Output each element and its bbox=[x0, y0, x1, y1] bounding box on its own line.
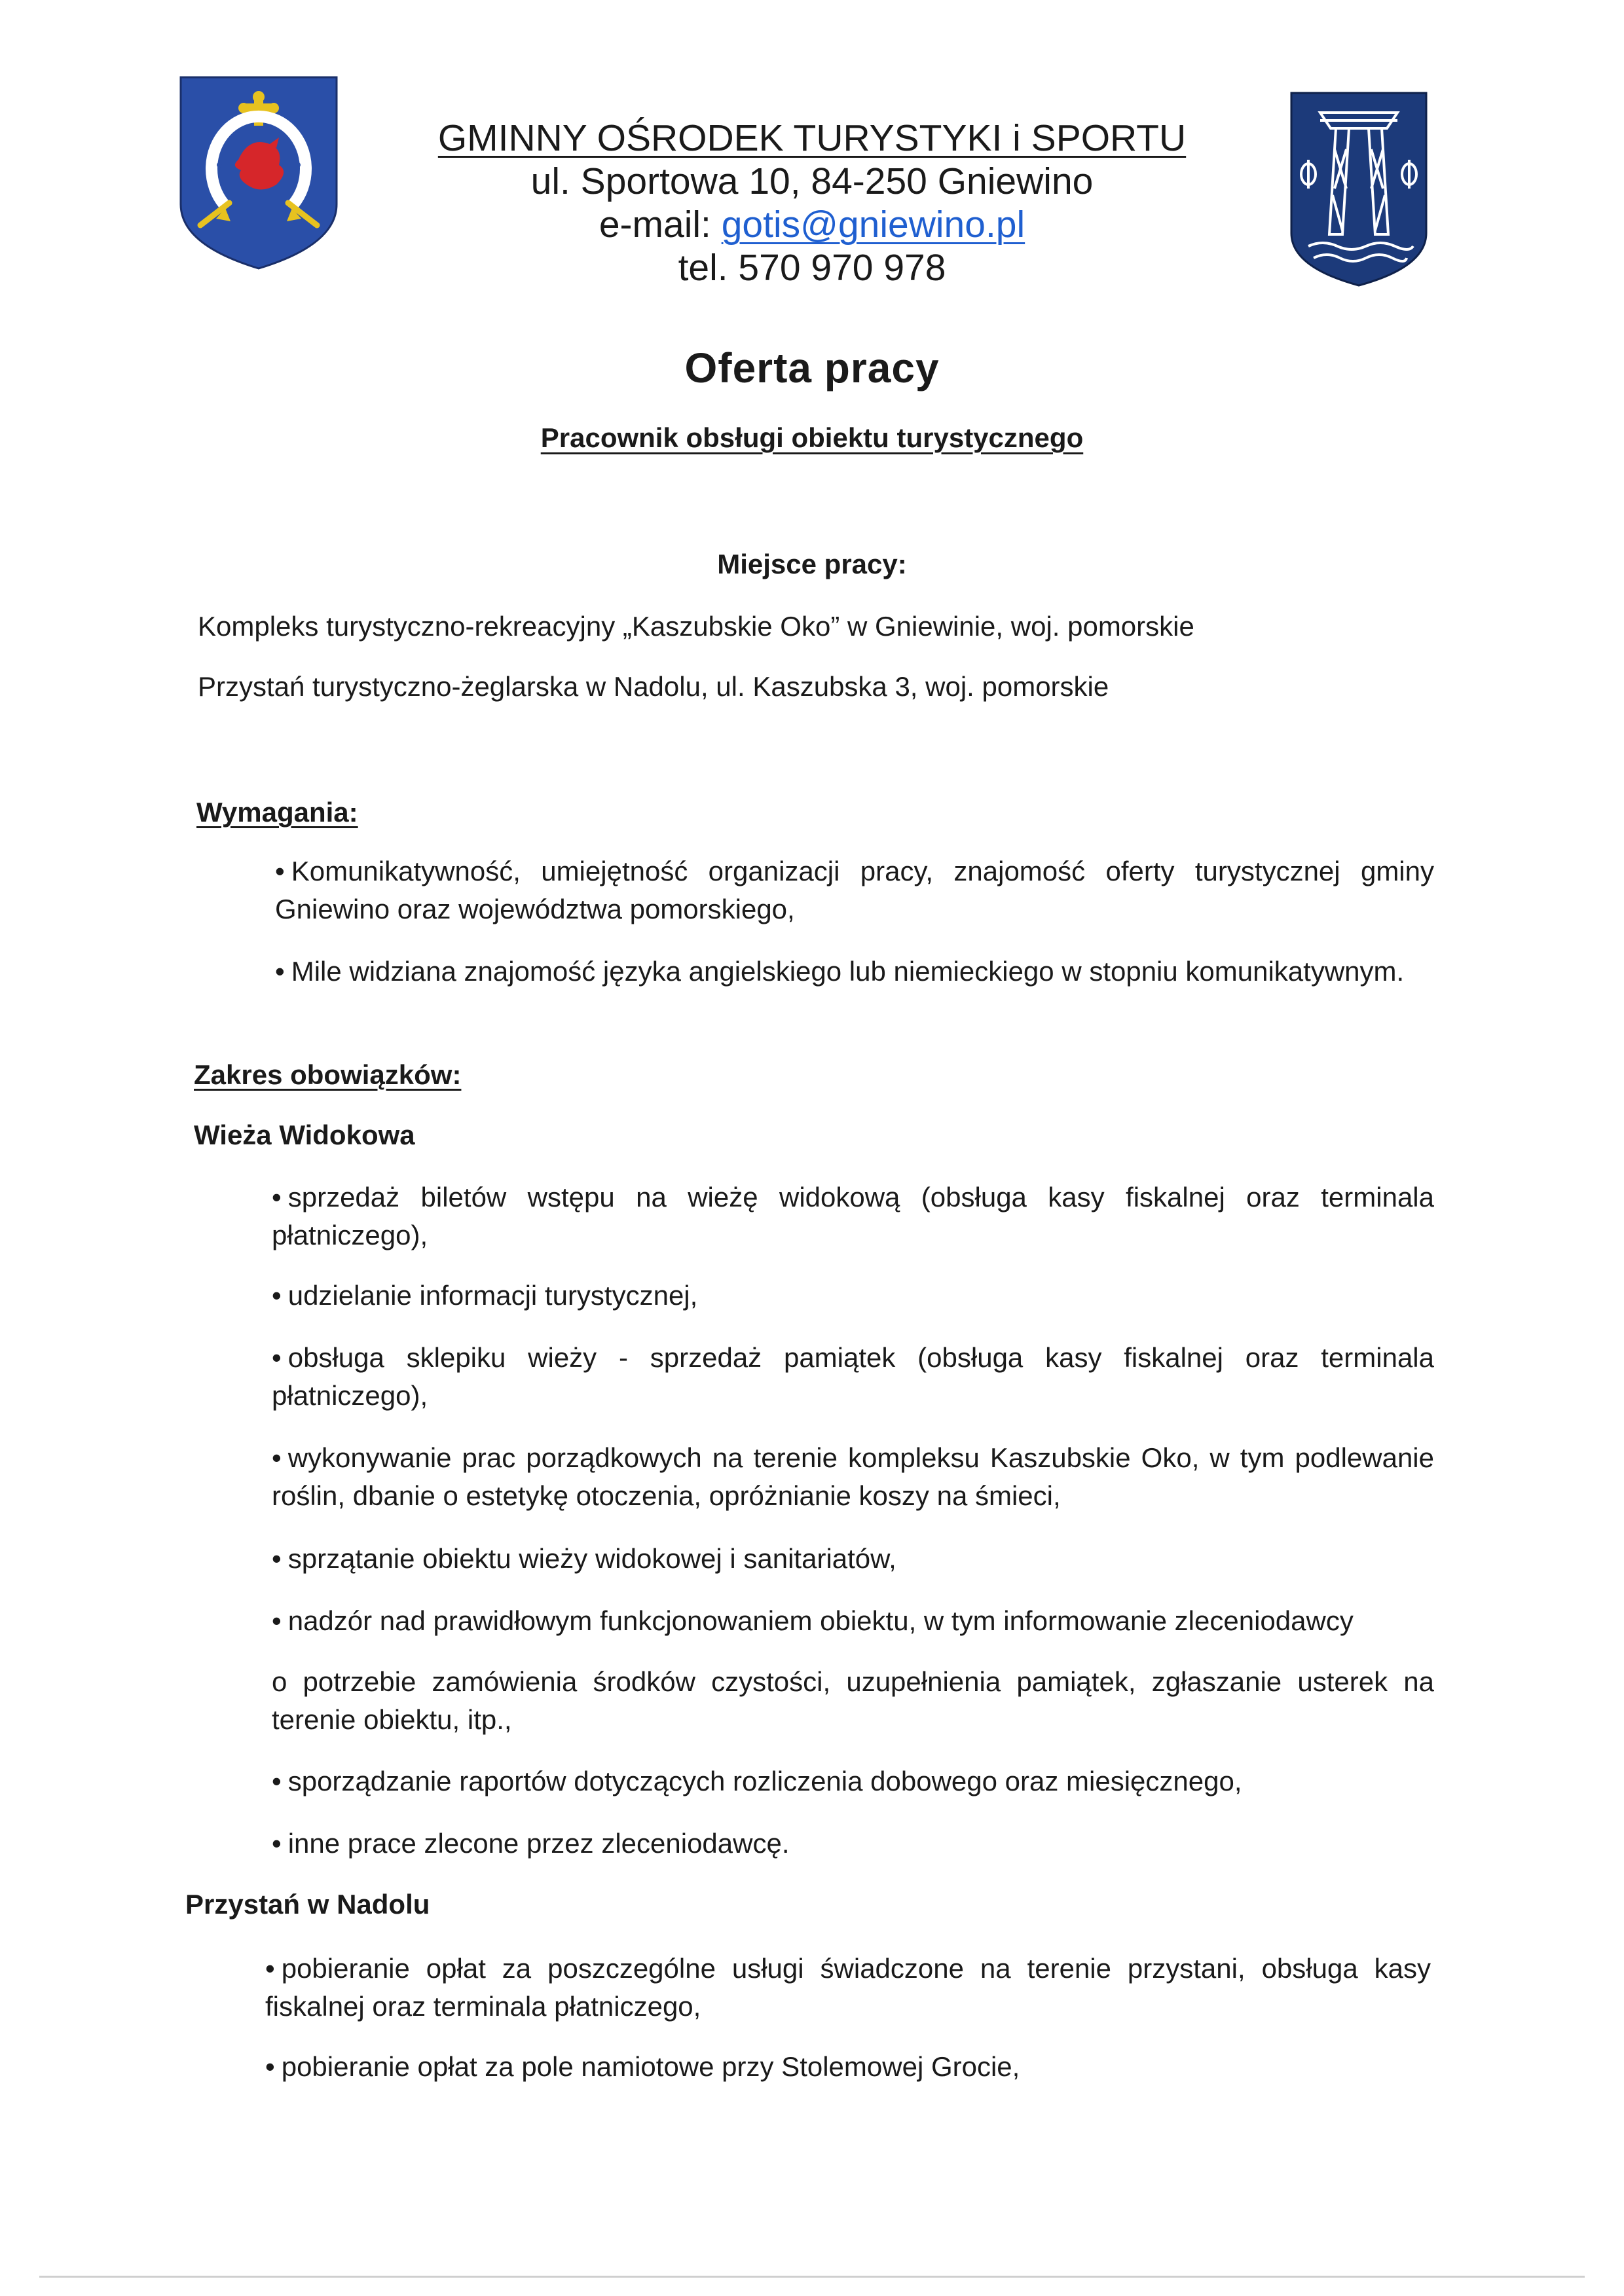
email-link[interactable]: gotis@gniewino.pl bbox=[721, 204, 1025, 246]
requirement-item: • Komunikatywność, umiejętność organizacji pracy, znajomość oferty turystycznej gminy Gniewino oraz województwa pomorskiego, bbox=[275, 856, 1434, 924]
duty-item: • udzielanie informacji turystycznej, bbox=[272, 1280, 698, 1311]
letterhead bbox=[367, 117, 1257, 289]
phone-line: tel. 570 970 978 bbox=[678, 247, 946, 289]
requirements-heading: Wymagania: bbox=[196, 797, 358, 828]
duty-item-continuation: o potrzebie zamówienia środków czystości, uzupełnienia pamiątek, zgłaszanie usterek na terenie obiektu, itp., bbox=[272, 1666, 1434, 1735]
duty-item: • nadzór nad prawidłowym funkcjonowaniem obiektu, w tym informowanie zleceniodawcy bbox=[272, 1605, 1354, 1636]
duty-item: • sprzątanie obiektu wieży widokowej i sanitariatów, bbox=[272, 1543, 896, 1574]
duty-item: • obsługa sklepiku wieży - sprzedaż pamiątek (obsługa kasy fiskalnej oraz terminala płatniczego), bbox=[272, 1342, 1434, 1411]
marina-heading: Przystań w Nadolu bbox=[185, 1889, 430, 1920]
organization-address: ul. Sportowa 10, 84-250 Gniewino bbox=[530, 160, 1094, 202]
email-label: e-mail: bbox=[599, 204, 722, 246]
job-title: Pracownik obsługi obiektu turystycznego bbox=[540, 422, 1084, 453]
tower-heading: Wieża Widokowa bbox=[194, 1120, 415, 1150]
duty-item: • inne prace zlecone przez zleceniodawcę. bbox=[272, 1828, 790, 1859]
workplace-line-1: Kompleks turystyczno-rekreacyjny „Kaszubskie Oko” w Gniewinie, woj. pomorskie bbox=[198, 611, 1194, 642]
duty-item: • pobieranie opłat za pole namiotowe przy Stolemowej Grocie, bbox=[265, 2051, 1020, 2082]
requirement-item: • Mile widziana znajomość języka angielskiego lub niemieckiego w stopniu komunikatywnym. bbox=[275, 956, 1405, 987]
gniewino-coat-of-arms-icon bbox=[178, 73, 339, 271]
tower-emblem-icon bbox=[1289, 90, 1429, 288]
page-title: Oferta pracy bbox=[684, 344, 940, 392]
duty-item: • wykonywanie prac porządkowych na terenie kompleksu Kaszubskie Oko, w tym podlewanie roślin, dbanie o estetykę otoczenia, opróżnianie koszy na śmieci, bbox=[272, 1442, 1434, 1511]
scan-edge-line bbox=[39, 2276, 1585, 2278]
workplace-line-2: Przystań turystyczno-żeglarska w Nadolu, ul. Kaszubska 3, woj. pomorskie bbox=[198, 671, 1109, 702]
duty-item: • sporządzanie raportów dotyczących rozliczenia dobowego oraz miesięcznego, bbox=[272, 1766, 1242, 1796]
organization-name: GMINNY OŚRODEK TURYSTYKI i SPORTU bbox=[437, 117, 1187, 159]
duty-item: • pobieranie opłat za poszczególne usługi świadczone na terenie przystani, obsługa kasy fiskalnej oraz terminala płatniczego, bbox=[265, 1953, 1431, 2022]
duties-heading: Zakres obowiązków: bbox=[194, 1059, 462, 1090]
duty-item: • sprzedaż biletów wstępu na wieżę widokową (obsługa kasy fiskalnej oraz terminala płatniczego), bbox=[272, 1182, 1434, 1250]
workplace-heading: Miejsce pracy: bbox=[717, 549, 907, 579]
email-line bbox=[367, 203, 1257, 246]
